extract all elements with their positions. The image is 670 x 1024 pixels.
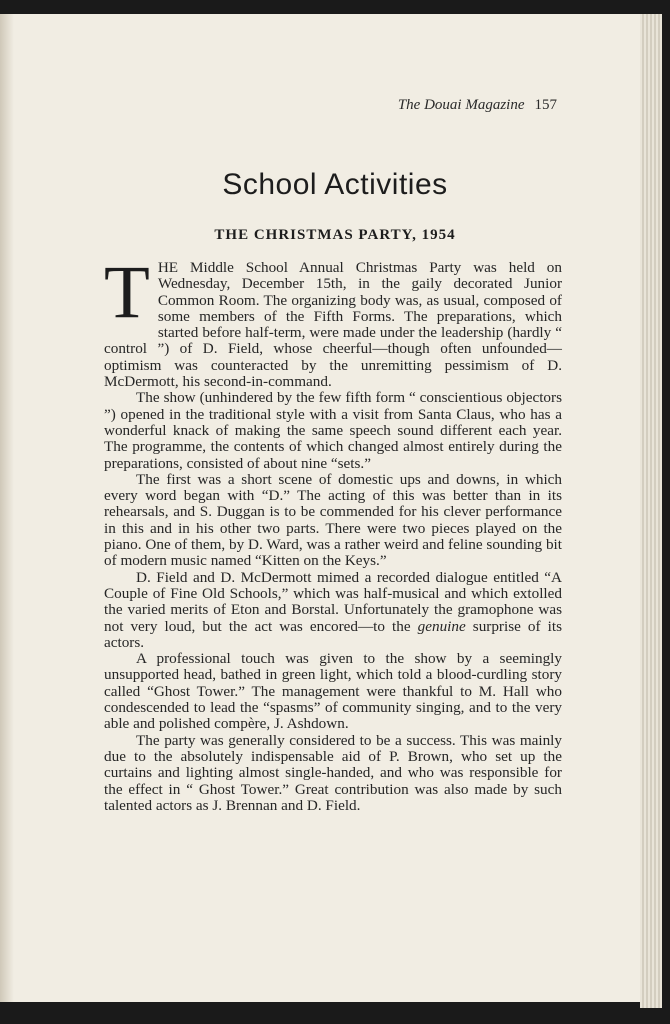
paragraph-5: A professional touch was given to the show by a seemingly unsupported head, bathed in green light, which told a blood-curdling story called “Ghost Tower.” The management were thankful to M. Hall who condescended to lead the “spasms” of community singing, and to the very able and polished compère, J. Ashdown. xyxy=(104,650,562,733)
magazine-name: The Douai Magazine xyxy=(397,97,525,113)
article-heading: THE CHRISTMAS PARTY, 1954 xyxy=(214,227,456,243)
section-title: School Activities xyxy=(222,168,448,201)
page-number: 157 xyxy=(534,97,557,113)
paragraph-6: The party was generally considered to be a success. This was mainly due to the absolutely indispensable aid of P. Brown, who set up the curtains and lighting almost single-handed, and who was responsible for the effect in “ Ghost Tower.” Great contribution was also made by such talented actors as J. Brennan and D. Field. xyxy=(104,731,562,814)
binding-shadow xyxy=(0,14,14,1002)
drop-cap: T xyxy=(104,251,150,334)
paragraph-1: THE Middle School Annual Christmas Party was held on Wednesday, December 15th, in the gaily decorated Junior Common Room. The organizing body was, as usual, composed of some members of the Fifth Forms. The preparations, which started before half-term, were made under the leadership (hardly “ control ”) of D. Field, whose cheerful—though often unfounded—optimism was counteracted by the unremitting pessimism of D. McDermott, his second-in-command. xyxy=(104,251,562,391)
page-edges xyxy=(640,14,662,1008)
running-head xyxy=(398,97,557,114)
paragraph-2: The show (unhindered by the few fifth form “ conscientious objectors ”) opened in the traditional style with a visit from Santa Claus, who has a wonderful knack of making the same speech sound different each year. The programme, the contents of which changed almost entirely during the preparations, consisted of about nine “sets.” xyxy=(104,389,562,472)
article-body xyxy=(104,251,562,814)
paragraph-4: D. Field and D. McDermott mimed a recorded dialogue entitled “A Couple of Fine Old Schools,” which was half-musical and which extolled the varied merits of Eton and Borstal. Unfortunately the gramophone was not very loud, but the act was encored—to the genuine surprise of its actors. xyxy=(104,568,562,651)
emphasis-genuine: genuine xyxy=(417,617,466,635)
paragraph-3: The first was a short scene of domestic ups and downs, in which every word began with “D.” The acting of this was better than in its rehearsals, and S. Duggan is to be commended for his clever performance in this and in his other two parts. There were two pieces played on the piano. One of them, by D. Ward, was a rather weird and feline sounding bit of modern music named “Kitten on the Keys.” xyxy=(104,470,562,570)
